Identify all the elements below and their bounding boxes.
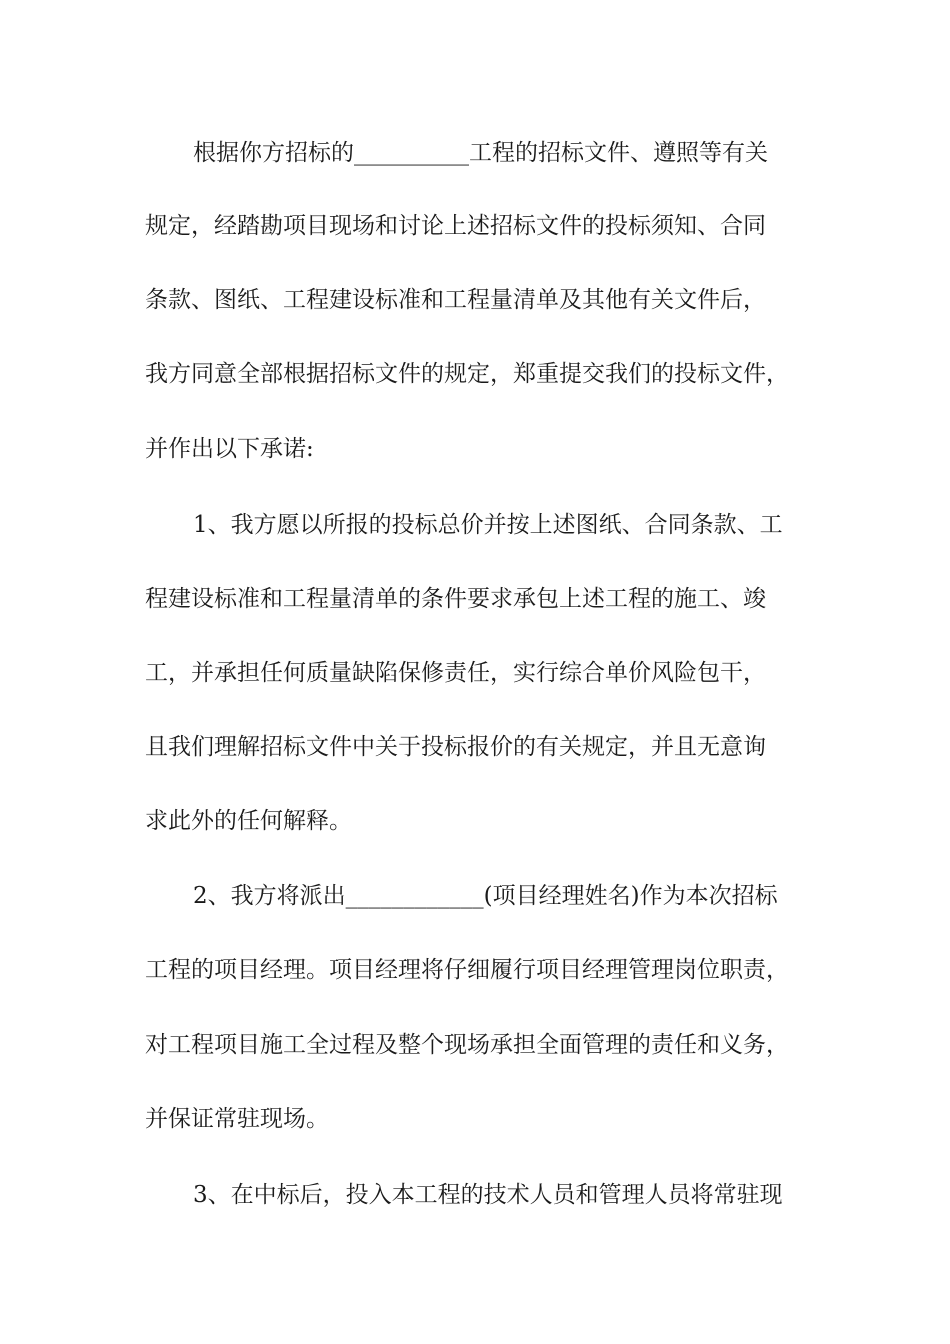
text-line-4: 我方同意全部根据招标文件的规定，郑重提交我们的投标文件， <box>145 361 789 387</box>
text-line-7: 程建设标准和工程量清单的条件要求承包上述工程的施工、竣 <box>145 586 766 612</box>
text-line-12: 工程的项目经理。项目经理将仔细履行项目经理管理岗位职责， <box>145 957 789 983</box>
text-line-14: 并保证常驻现场。 <box>145 1106 329 1132</box>
text-line-6: 1、我方愿以所报的投标总价并按上述图纸、合同条款、工 <box>193 512 783 538</box>
text-line-5: 并作出以下承诺: <box>145 436 314 462</box>
text-line-11: 2、我方将派出____________(项目经理姓名)作为本次招标 <box>193 883 778 909</box>
text-line-13: 对工程项目施工全过程及整个现场承担全面管理的责任和义务， <box>145 1032 789 1058</box>
text-line-3: 条款、图纸、工程建设标准和工程量清单及其他有关文件后， <box>145 287 766 313</box>
text-line-2: 规定，经踏勘项目现场和讨论上述招标文件的投标须知、合同 <box>145 213 766 239</box>
text-line-10: 求此外的任何解释。 <box>145 808 352 834</box>
text-line-8: 工，并承担任何质量缺陷保修责任，实行综合单价风险包干， <box>145 660 766 686</box>
text-line-1: 根据你方招标的__________工程的招标文件、遵照等有关 <box>193 140 768 166</box>
text-line-9: 且我们理解招标文件中关于投标报价的有关规定，并且无意询 <box>145 734 766 760</box>
text-line-15: 3、在中标后，投入本工程的技术人员和管理人员将常驻现 <box>193 1182 783 1208</box>
